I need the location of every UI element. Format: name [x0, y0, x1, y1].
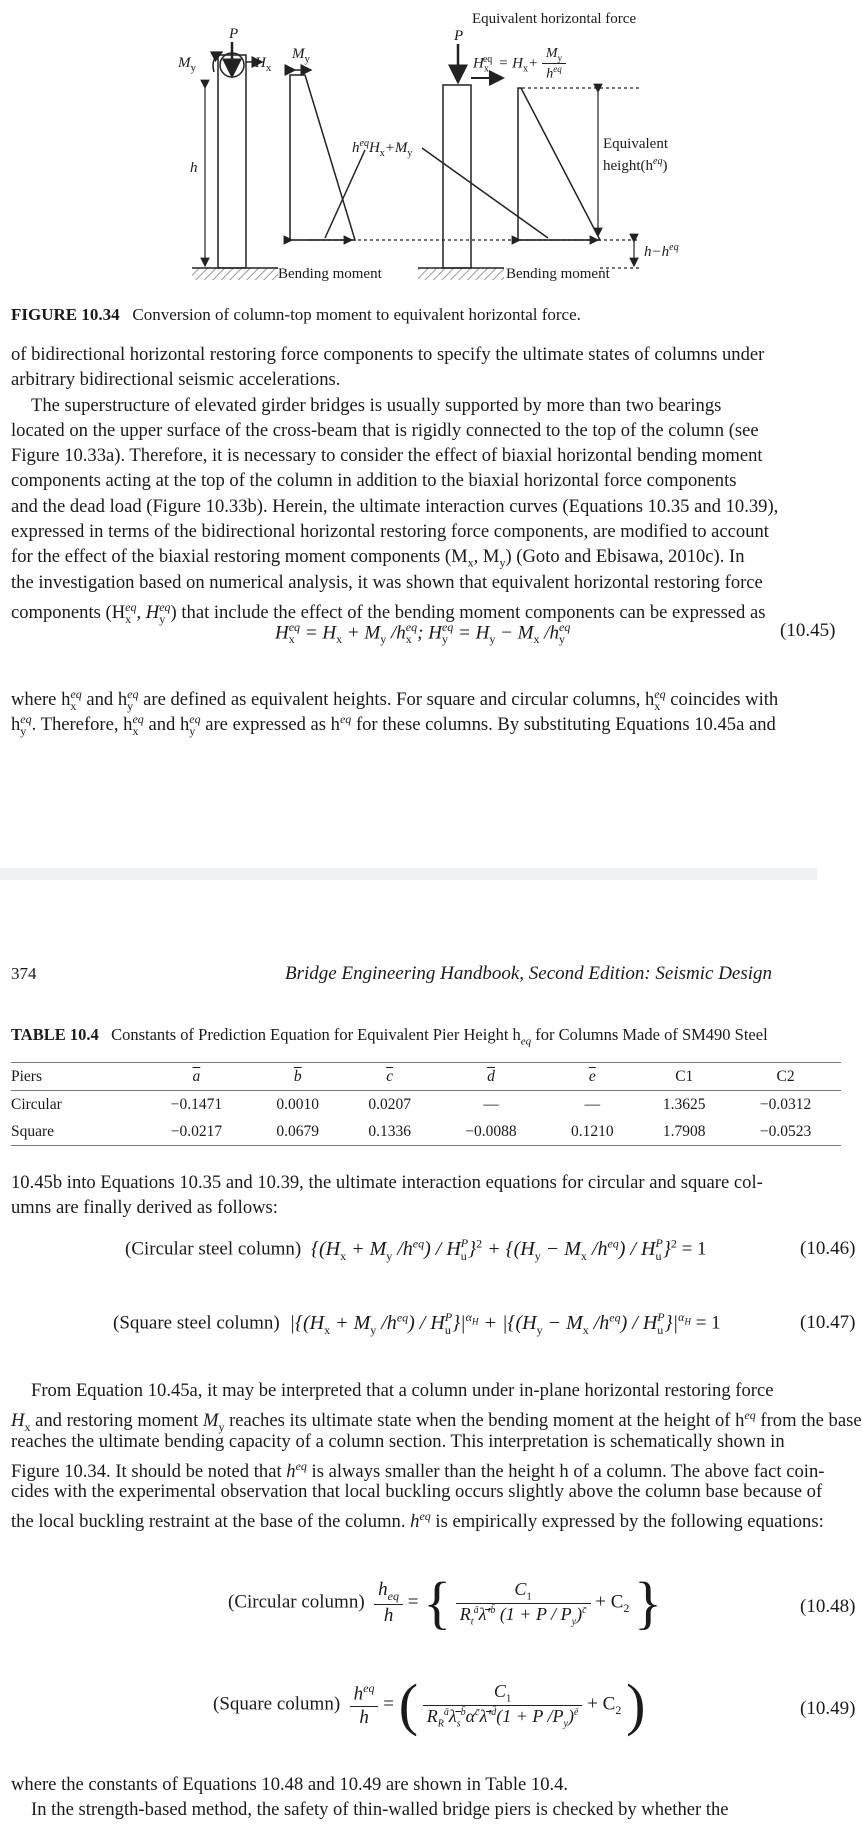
ground-hatch-left: [192, 268, 278, 280]
table-cell: 1.7908: [638, 1118, 730, 1146]
table-cell: 0.0010: [276, 1095, 320, 1113]
label-h: h: [190, 160, 198, 176]
equation-10-48: (Circular column) $\frac{h_{eq}}{h}$ = { $\frac{C_1}{R_t^ā\lambdā'^{b̄} (1 + P / P_y)^{c̄}}$ + $C_2$ }: [228, 1570, 663, 1635]
text-line: The superstructure of elevated girder bridges is usually supported by more than two bearings: [31, 394, 722, 416]
table-cell: 0.0207: [368, 1095, 411, 1113]
table-header: $\overline{d}$: [436, 1063, 547, 1091]
running-head: Bridge Engineering Handbook, Second Edition: Seismic Design: [285, 963, 773, 984]
moment-diagram-left: [290, 75, 355, 240]
page2-intro: [11, 1170, 841, 1221]
equation-number-10-46: (10.46): [800, 1238, 856, 1259]
table-cell: —: [483, 1095, 499, 1113]
page-bottom: [0, 880, 862, 1824]
text-line: $h_y^{eq}$. Therefore, $h_x^{eq}$ and $h_y^{eq}$ are expressed as $h^{eq}$ for these columns. By substituting Equations 10.45a and: [11, 712, 776, 739]
table-cell: 0.0679: [252, 1118, 344, 1146]
equation-number-10-48: (10.48): [800, 1596, 856, 1617]
label-eq-force-formula: $H_x^{eq} = H_x+$ $\frac{M_y}{h^{eq}}$: [473, 46, 566, 82]
figure-caption: FIGURE 10.34 Conversion of column-top moment to equivalent horizontal force.: [11, 305, 581, 324]
text-line: reaches the ultimate bending capacity of a column section. This interpretation is schematically shown in: [11, 1430, 785, 1452]
label-h-minus: $h-h^{eq}$: [644, 242, 679, 260]
table-cell: −0.0088: [436, 1118, 547, 1146]
text-line: 10.45b into Equations 10.35 and 10.39, the ultimate interaction equations for circular and square col-: [11, 1172, 763, 1193]
equation-number-10-47: (10.47): [800, 1312, 856, 1333]
ground-hatch-right: [418, 268, 504, 280]
table-header: $\overline{c}$: [344, 1063, 436, 1091]
table-cell: —: [584, 1095, 601, 1113]
text-line: cides with the experimental observation that local buckling occurs slightly above the column base because of: [11, 1481, 823, 1503]
table-cell: −0.1471: [170, 1095, 223, 1113]
label-p-left: P: [229, 26, 239, 42]
label-p-right: P: [454, 28, 464, 44]
label-eq-height-2: $height(h^{eq})$: [603, 156, 668, 174]
table-row: [11, 1118, 841, 1146]
text-line: of bidirectional horizontal restoring force components to specify the ultimate states of columns under: [11, 344, 765, 365]
equation-10-49: (Square column) $\frac{h^{eq}}{h}$ = ( $\frac{C_1}{R_R^ā\lambdā_s^{b̄}\alpha^{c̄}\lambdā'^{d̄}(1 + P /P_y)^ē}$ + $C_2$ ): [213, 1672, 646, 1737]
text-line: the investigation based on numerical analysis, it was shown that equivalent horizontal restoring force: [11, 571, 763, 593]
page-separator: [0, 868, 817, 880]
table-cell: −0.0312: [759, 1095, 812, 1113]
table-cell: 0.1210: [546, 1118, 638, 1146]
page1-after-eq: [11, 682, 841, 739]
table-header: Piers: [11, 1063, 141, 1091]
page1-body: [11, 342, 841, 626]
equation-number-10-49: (10.49): [800, 1698, 856, 1719]
page2-closing: [11, 1772, 841, 1823]
text-line: Figure 10.33a). Therefore, it is necessary to consider the effect of biaxial horizontal bending moment: [11, 445, 763, 467]
label-bending-left: Bending moment: [278, 266, 382, 282]
text-line: umns are finally derived as follows:: [11, 1197, 278, 1219]
label-eq-force-title: Equivalent horizontal force: [472, 11, 637, 27]
label-eq-height-1: Equivalent: [603, 136, 668, 152]
table-header: C1: [638, 1063, 730, 1091]
table-header-row: [11, 1063, 841, 1091]
text-line: and the dead load (Figure 10.33b). Herein, the ultimate interaction curves (Equations 10.35 and 10.39),: [11, 495, 779, 517]
page2-body: [11, 1378, 862, 1533]
equation-10-46: (Circular steel column) {($H_x + M_y$ $/h^{eq}) / H_u^P\}^2 + \{(H_y - M_x$ $/h^{eq}) / H_u^P\}^2 = 1$: [125, 1236, 707, 1263]
equation-10-45: $H_x^{eq} = H_x + M_y$ $/h_x^{eq}$; $H_y^{eq} = H_y - M_x$ $/h_y^{eq}$: [275, 620, 571, 647]
text-line: From Equation 10.45a, it may be interpreted that a column under in-plane horizontal restoring force: [31, 1380, 774, 1401]
text-line: the local buckling restraint at the base of the column. $h^{eq}$ is empirically expressed by the following equations:: [11, 1509, 824, 1533]
label-moment-formula: $h^{eq}H_x+M_y$: [352, 138, 413, 159]
label-my-left: $M_y$: [178, 55, 196, 74]
text-line: located on the upper surface of the cross-beam that is rigidly connected to the top of the column (see: [11, 419, 759, 441]
label-hx: $H_x$: [255, 55, 272, 74]
table-cell: 1.3625: [662, 1095, 706, 1113]
text-line: components acting at the top of the column in addition to the biaxial horizontal force components: [11, 470, 737, 492]
table-caption: TABLE 10.4 Constants of Prediction Equation for Equivalent Pier Height $h_{eq}$ for Columns Made of SM490 Steel: [11, 1025, 768, 1048]
text-line: for the effect of the biaxial restoring moment components ($M_x$, $M_y$) (Goto and Ebisawa, 2010c). In: [11, 546, 745, 571]
text-line: arbitrary bidirectional seismic accelerations.: [11, 369, 341, 391]
text-line: where the constants of Equations 10.48 and 10.49 are shown in Table 10.4.: [11, 1774, 569, 1795]
page-number: 374: [11, 964, 37, 983]
table-header: C2: [730, 1063, 841, 1091]
text-line: Figure 10.34. It should be noted that $h^{eq}$ is always smaller than the height h of a column. The above fact coin-: [11, 1458, 825, 1483]
label-my-arrow: $M_y$: [292, 46, 310, 65]
table-cell: −0.0217: [141, 1118, 252, 1146]
table-cell: −0.0523: [730, 1118, 841, 1146]
label-bending-right: Bending moment: [506, 266, 610, 282]
equation-number-10-45: (10.45): [780, 620, 836, 641]
constants-table: [11, 1062, 841, 1146]
table-cell: 0.1336: [344, 1118, 436, 1146]
table-header: $\overline{a}$: [141, 1063, 252, 1091]
table-cell: Square: [11, 1118, 141, 1146]
table-header: $\overline{e}$: [546, 1063, 638, 1091]
text-line: where $h_x^{eq}$ and $h_y^{eq}$ are defined as equivalent heights. For square and circular columns, $h_x^{eq}$ coincides with: [11, 687, 779, 713]
column-left: [218, 55, 246, 268]
text-line: expressed in terms of the bidirectional horizontal restoring force components, are modified to account: [11, 521, 769, 543]
text-line: components ($H_x^{eq}$, $H_y^{eq}$) that include the effect of the bending moment components can be expressed as: [11, 599, 766, 626]
page-top: [0, 0, 836, 868]
moment-diagram-right: [518, 88, 600, 240]
table-cell: Circular: [11, 1095, 62, 1113]
text-line: In the strength-based method, the safety of thin-walled bridge piers is checked by whether the: [31, 1799, 729, 1821]
table-header: $\overline{b}$: [252, 1063, 344, 1091]
equation-10-47: (Square steel column) $|\{(H_x + M_y$ $/h^{eq}) / H_u^P\}|^{\alpha_H} + |\{(H_y - M_x$ $/h^{eq}) / H_u^P\}|^{\alpha_H} = 1$: [113, 1310, 721, 1337]
table-row: [11, 1091, 841, 1119]
text-line: $H_x$ and restoring moment $M_y$ reaches its ultimate state when the bending moment at the height of $h^{eq}$ from the base: [11, 1408, 862, 1435]
